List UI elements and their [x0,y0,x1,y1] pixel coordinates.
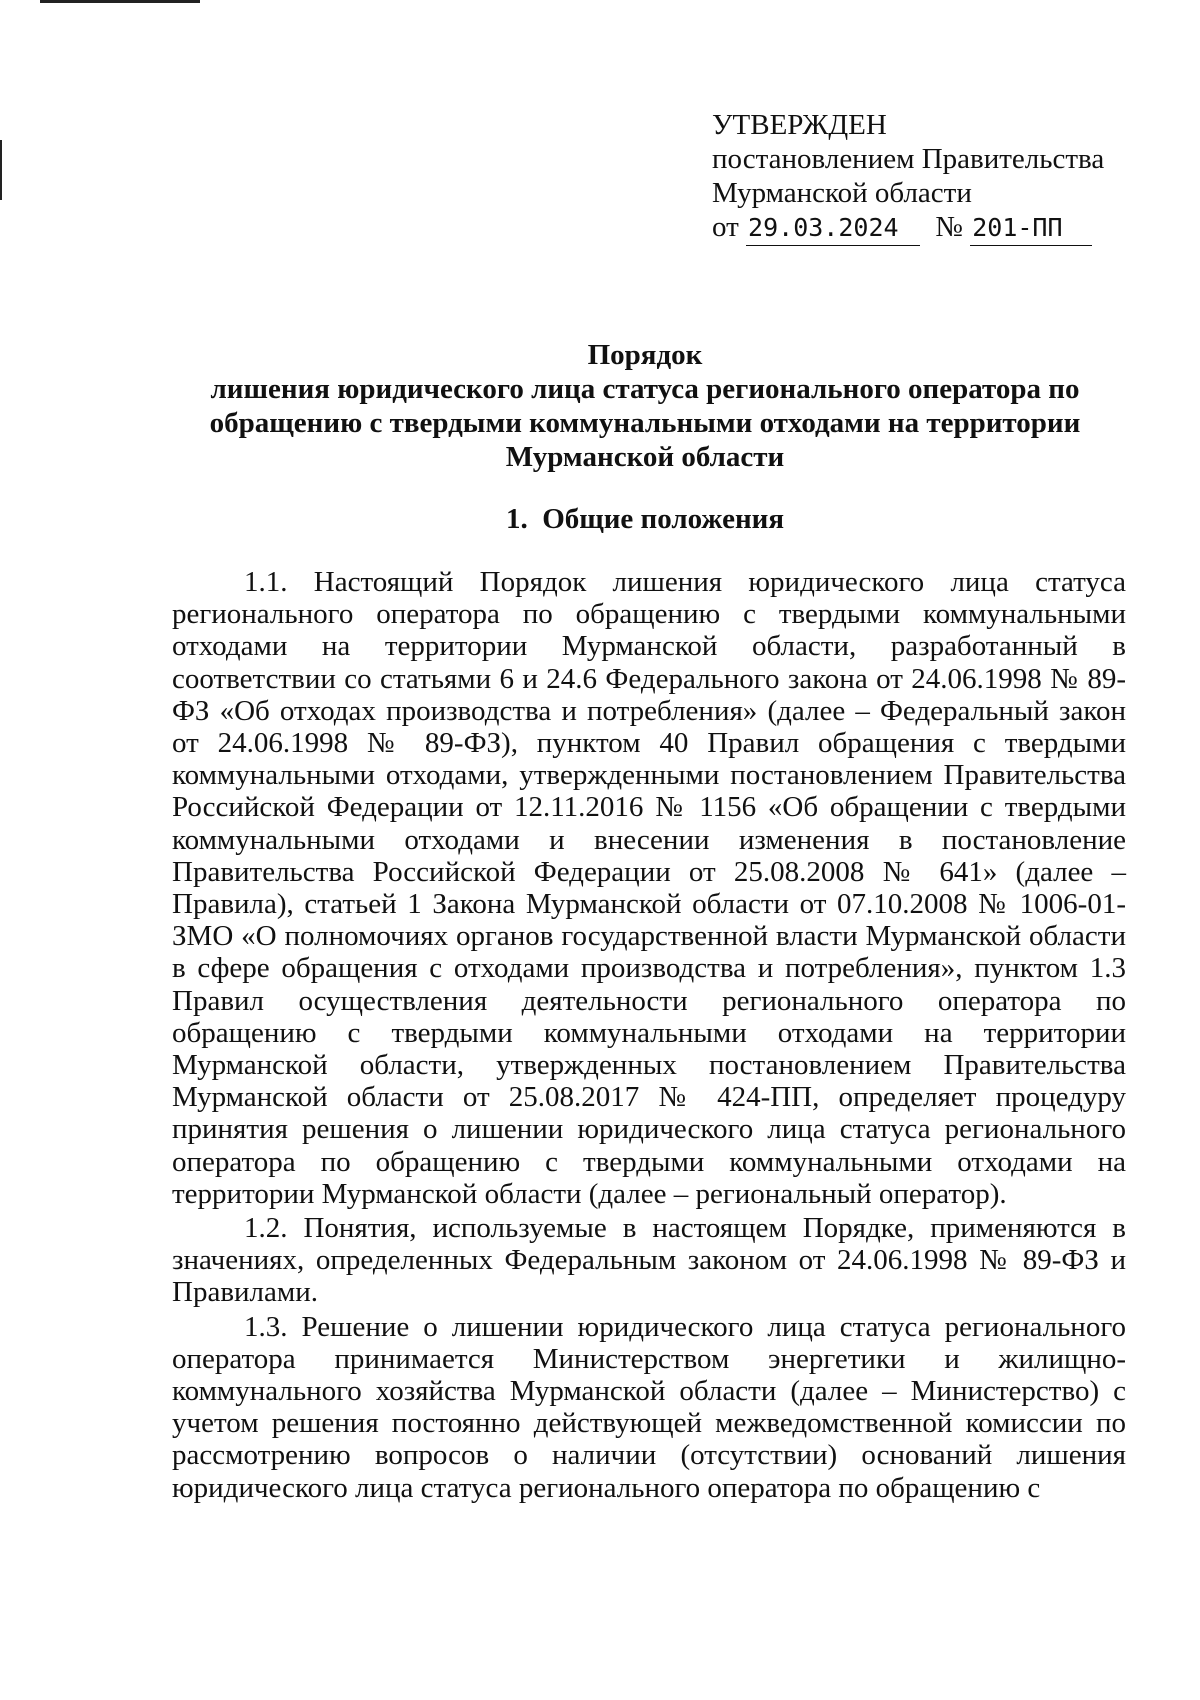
approval-heading: УТВЕРЖДЕН [712,109,887,141]
title-line-4: Мурманской области [505,441,785,473]
section-heading [170,502,1120,536]
section-title: Общие положения [542,503,785,535]
document-title [170,338,1120,474]
approval-number-label: № [935,211,963,243]
paragraph-1-3: 1.3. Решение о лишении юридического лица статуса регионального оператора принимается Министерством энергетики и жилищно-коммунального хозяйства Мурманской области (далее – Министерство) с учетом решения постоянно действующей межведомственной комиссии по рассмотрению вопросов о наличии (отсутствии) оснований лишения юридического лица статуса регионального оператора по обращению с [172,1310,1126,1504]
scan-artifact-top [40,0,200,3]
approval-from-label: от [712,211,739,243]
approval-date-line [712,210,1104,246]
paragraph-1-1: 1.1. Настоящий Порядок лишения юридического лица статуса регионального оператора по обращению с твердыми коммунальными отходами на территории Мурманской области, разработанный в соответствии со статьями 6 и 24.6 Федерального закона от 24.06.1998 № 89-ФЗ «Об отходах производства и потребления» (далее – Федеральный закон от 24.06.1998 № 89-ФЗ), пунктом 40 Правил обращения с твердыми коммунальными отходами, утвержденными постановлением Правительства Российской Федерации от 12.11.2016 № 1156 «Об обращении с твердыми коммунальными отходами и внесении изменения в постановление Правительства Российской Федерации от 25.08.2008 № 641» (далее – Правила), статьей 1 Закона Мурманской области от 07.10.2008 № 1006-01-ЗМО «О полномочиях органов государственной власти Мурманской области в сфере обращения с отходами производства и потребления», пунктом 1.3 Правил осуществления деятельности регионального оператора по обращению с твердыми коммунальными отходами на территории Мурманской области, утвержденных постановлением Правительства Мурманской области от 25.08.2017 № 424-ПП, определяет процедуру принятия решения о лишении юридического лица статуса регионального оператора по обращению с твердыми коммунальными отходами на территории Мурманской области (далее – региональный оператор). [172,566,1126,1210]
paragraph-1-2: 1.2. Понятия, используемые в настоящем Порядке, применяются в значениях, определенных Федеральным законом от 24.06.1998 № 89-ФЗ и Правилами. [172,1212,1126,1309]
approval-line-decree: постановлением Правительства [712,143,1105,175]
scan-artifact-left [0,140,2,200]
section-number: 1. [505,503,528,535]
approval-stamp [712,108,1104,246]
document-body [172,566,1126,1506]
approval-line-region: Мурманской области [712,177,972,209]
title-line-3: обращению с твердыми коммунальными отходами на территории [209,407,1081,439]
approval-date: 29.03.2024 [746,211,920,246]
title-line-1: Порядок [587,339,703,371]
approval-number: 201-ПП [970,211,1092,246]
title-line-2: лишения юридического лица статуса регионального оператора по [210,373,1080,405]
